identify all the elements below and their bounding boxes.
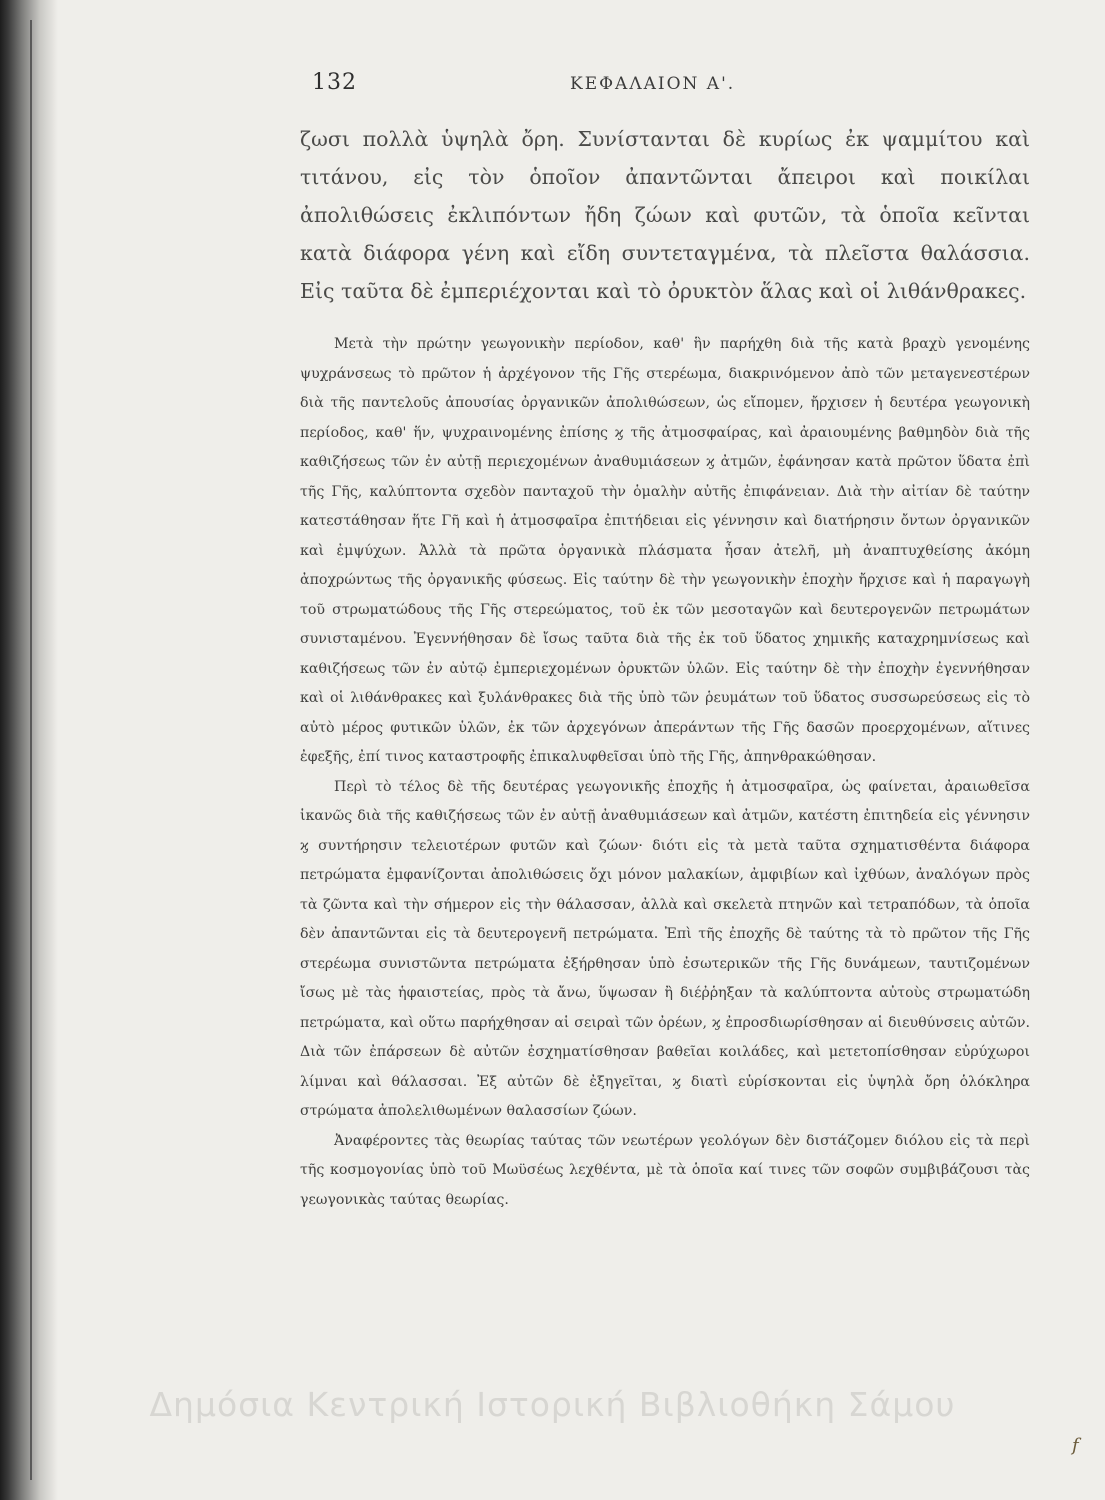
page-number: 132 [312,70,357,95]
chapter-title: ΚΕΦΑΛΑΙΟΝ Α'. [570,74,736,94]
paragraph-second-period: Μετὰ τὴν πρώτην γεωγονικὴν περίοδον, καθ' ἣν παρήχθη διὰ τῆς κατὰ βραχὺ γενομένης ψυχράνσεως τὸ πρῶτον ἡ ἀρχέγονον τῆς Γῆς στερέωμα, διακρινόμενον ἀπὸ τῶν μεταγενεστέρων διὰ τῆς παντελοῦς ἀπουσίας ὀργανικῶν ἀπολιθώσεων, ὡς εἴπομεν, ἤρχισεν ἡ δευτέρα γεωγονικὴ περίοδος, καθ' ἥν, ψυχραινομένης ἐπίσης ϗ τῆς ἀτμοσφαίρας, καὶ ἀραιουμένης βαθμηδὸν διὰ τῆς καθιζήσεως τῶν ἐν αὐτῇ περιεχομένων ἀναθυμιάσεων ϗ ἀτμῶν, ἐφάνησαν κατὰ πρῶτον ὕδατα ἐπὶ τῆς Γῆς, καλύπτοντα σχεδὸν πανταχοῦ τὴν ὁμαλὴν αὐτῆς ἐπιφάνειαν. Διὰ τὴν αἰτίαν δὲ ταύτην κατεστάθησαν ἥτε Γῆ καὶ ἡ ἀτμοσφαῖρα ἐπιτήδειαι εἰς γέννησιν καὶ διατήρησιν ὄντων ὀργανικῶν καὶ ἐμψύχων. Ἀλλὰ τὰ πρῶτα ὀργανικὰ πλάσματα ἦσαν ἀτελῆ, μὴ ἀναπτυχθείσης ἀκόμη ἀποχρώντως τῆς ὀργανικῆς φύσεως. Εἰς ταύτην δὲ τὴν γεωγονικὴν ἐποχὴν ἤρχισε καὶ ἡ παραγωγὴ τοῦ στρωματώδους τῆς Γῆς στερεώματος, τοῦ ἐκ τῶν μεσοταγῶν καὶ δευτερογενῶν πετρωμάτων συνισταμένου. Ἐγεννήθησαν δὲ ἴσως ταῦτα διὰ τῆς ἐκ τοῦ ὕδατος χημικῆς καταχρημνίσεως καὶ καθιζήσεως τῶν ἐν αὐτῷ ἐμπεριεχομένων ὀρυκτῶν ὑλῶν. Εἰς ταύτην δὲ τὴν ἐποχὴν ἐγεννήθησαν καὶ οἱ λιθάνθρακες καὶ ξυλάνθρακες διὰ τῆς ὑπὸ τῶν ῥευμάτων τοῦ ὕδατος συσσωρεύσεως εἰς τὸ αὐτὸ μέρος φυτικῶν ὑλῶν, ἐκ τῶν ἀρχεγόνων ἀπεράντων τῆς Γῆς δασῶν προερχομένων, αἵτινες ἐφεξῆς, ἐπί τινος καταστροφῆς ἐπικαλυφθεῖσαι ὑπὸ τῆς Γῆς, ἀπηνθρακώθησαν. [300,336,1030,765]
paragraph-large-text: ζωσι πολλὰ ὑψηλὰ ὄρη. Συνίστανται δὲ κυρίως ἐκ ψαμμίτου καὶ τιτάνου, εἰς τὸν ὁποῖον ἀπαντῶνται ἄπειροι καὶ ποικίλαι ἀπολιθώσεις ἐκλιπόντων ἤδη ζώων καὶ φυτῶν, τὰ ὁποῖα κεῖνται κατὰ διάφορα γένη καὶ εἴδη συντεταγμένα, τὰ πλεῖστα θαλάσσια. Εἰς ταῦτα δὲ ἐμπεριέχονται καὶ τὸ ὀρυκτὸν ἅλας καὶ οἱ λιθάνθρακες. [300,127,1030,303]
paragraph-end-of-second-period: Περὶ τὸ τέλος δὲ τῆς δευτέρας γεωγονικῆς ἐποχῆς ἡ ἀτμοσφαῖρα, ὡς φαίνεται, ἀραιωθεῖσα ἱκανῶς διὰ τῆς καθιζήσεως τῶν ἐν αὐτῇ ἀναθυμιάσεων καὶ ἀτμῶν, κατέστη ἐπιτηδεία εἰς γέννησιν ϗ συντήρησιν τελειοτέρων φυτῶν καὶ ζώων· διότι εἰς τὰ μετὰ ταῦτα σχηματισθέντα διάφορα πετρώματα ἐμφανίζονται ἀπολιθώσεις ὄχι μόνον μαλακίων, ἀμφιβίων καὶ ἰχθύων, ἀναλόγων πρὸς τὰ ζῶντα καὶ τὴν σήμερον εἰς τὴν θάλασσαν, ἀλλὰ καὶ σκελετὰ πτηνῶν καὶ τετραπόδων, τὰ ὁποῖα δὲν ἀπαντῶνται εἰς τὰ δευτερογενῆ πετρώματα. Ἐπὶ τῆς ἐποχῆς δὲ ταύτης τὰ τὸ πρῶτον τῆς Γῆς στερέωμα συνιστῶντα πετρώματα ἐξήρθησαν ὑπὸ ἐσωτερικῶν τῆς Γῆς δυνάμεων, ταυτιζομένων ἴσως μὲ τὰς ἡφαιστείας, πρὸς τὰ ἄνω, ὕψωσαν ἢ διέῤῥηξαν τὰ καλύπτοντα αὐτοὺς στρωματώδη πετρώματα, καὶ οὕτω παρήχθησαν αἱ σειραὶ τῶν ὀρέων, ϗ ἐπροσδιωρίσθησαν αἱ διευθύνσεις αὐτῶν. Διὰ τῶν ἐπάρσεων δὲ αὐτῶν ἐσχηματίσθησαν βαθεῖαι κοιλάδες, καὶ μετετοπίσθησαν εὐρύχωροι λίμναι καὶ θάλασσαι. Ἐξ αὐτῶν δὲ ἐξηγεῖται, ϗ διατὶ εὑρίσκονται εἰς ὑψηλὰ ὄρη ὁλόκληρα στρώματα ἀπολελιθωμένων θαλασσίων ζώων. [300,778,1030,1119]
paragraph-conclusion: Ἀναφέροντες τὰς θεωρίας ταύτας τῶν νεωτέρων γεολόγων δὲν διστάζομεν διόλου εἰς τὰ περὶ τῆς κοσμογονίας ὑπὸ τοῦ Μωϋσέως λεχθέντα, μὲ τὰ ὁποῖα καί τινες τῶν σοφῶν συμβιβάζουσι τὰς γεωγονικὰς ταύτας θεωρίας. [300,1132,1030,1208]
margin-pencil-mark: 𝑓 [1072,1435,1079,1456]
library-watermark: Δημόσια Κεντρική Ιστορική Βιβλιοθήκη Σάμου [149,1385,956,1424]
